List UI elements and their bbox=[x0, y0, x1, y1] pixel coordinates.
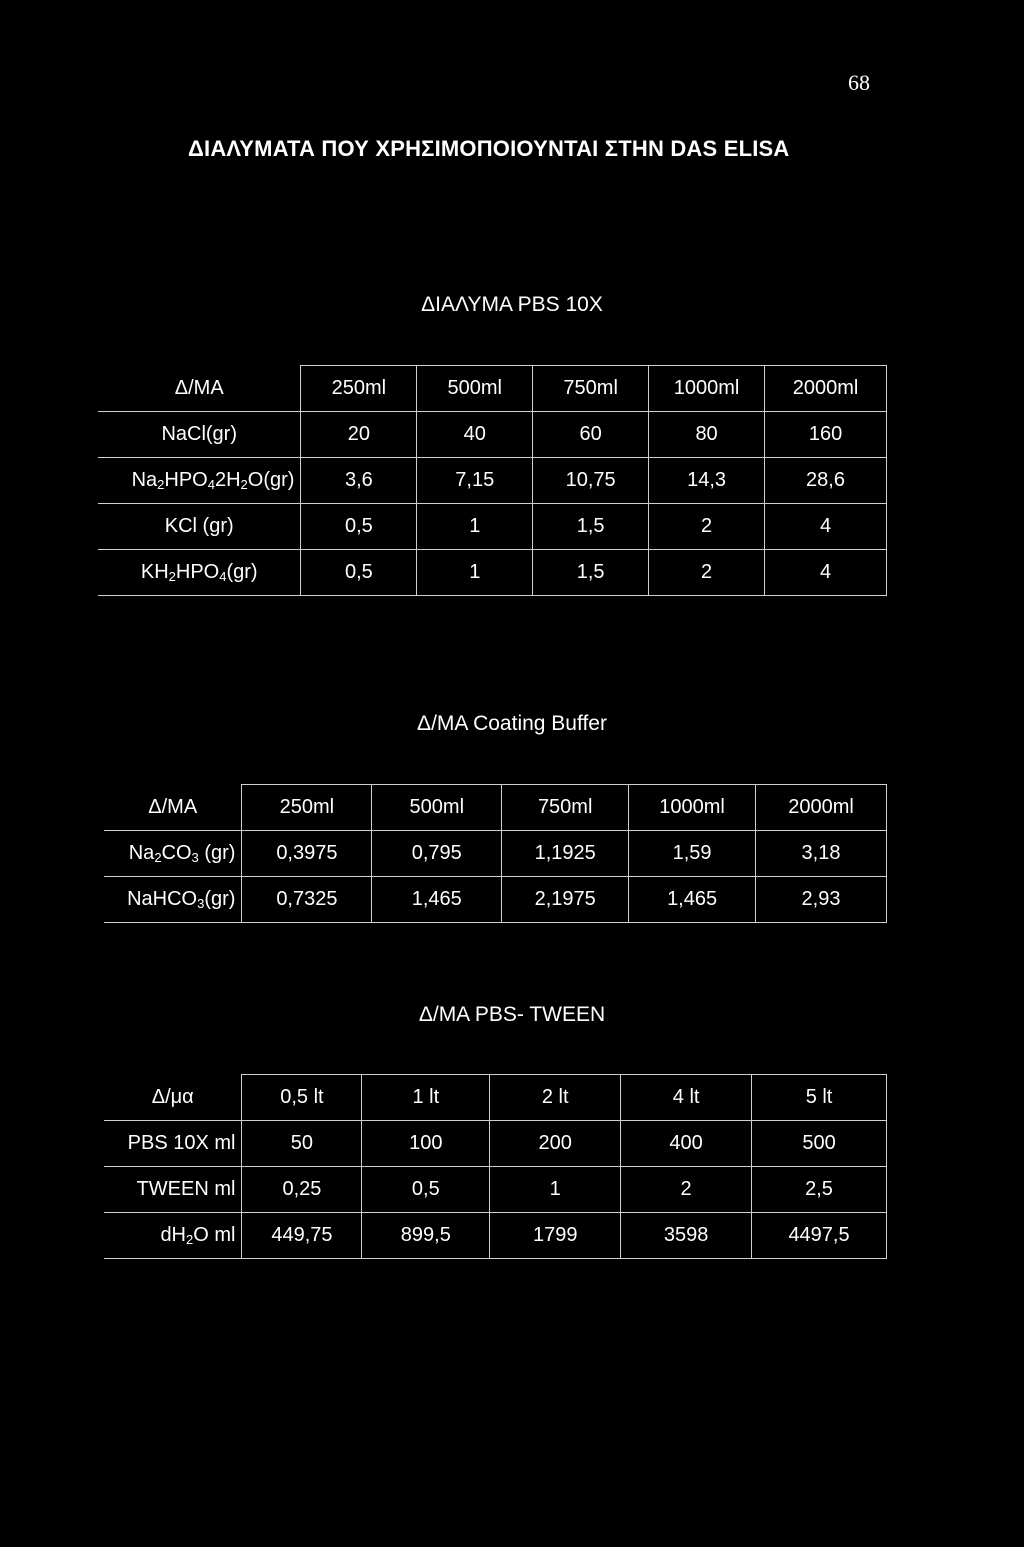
row-label-tween: TWEEN ml bbox=[104, 1167, 242, 1213]
table-header-cell: 4 lt bbox=[621, 1075, 752, 1121]
table-cell: 1,1925 bbox=[502, 831, 629, 877]
table-row bbox=[98, 504, 887, 550]
table-cell: 1 bbox=[490, 1167, 621, 1213]
table-cell: 2,1975 bbox=[502, 877, 629, 923]
table-header-cell: 5 lt bbox=[752, 1075, 887, 1121]
table-row bbox=[104, 1121, 887, 1167]
table-row bbox=[104, 877, 887, 923]
table-cell: 0,7325 bbox=[242, 877, 372, 923]
page-number: 68 bbox=[848, 70, 870, 95]
table-cell: 2 bbox=[649, 550, 765, 596]
table-cell: 1,465 bbox=[372, 877, 502, 923]
table-cell: 449,75 bbox=[242, 1213, 362, 1259]
table-cell: 20 bbox=[301, 412, 417, 458]
table-header-cell: 750ml bbox=[502, 785, 629, 831]
table-header-row bbox=[104, 785, 887, 831]
table-header-cell: Δ/ΜΑ bbox=[104, 785, 242, 831]
table-cell: 1 bbox=[417, 504, 533, 550]
table-row bbox=[98, 458, 887, 504]
table-cell: 0,25 bbox=[242, 1167, 362, 1213]
page-title: ΔΙΑΛΥΜΑΤΑ ΠΟΥ ΧΡΗΣΙΜΟΠΟΙΟΥΝΤΑΙ ΣΤΗΝ DAS ELISA bbox=[188, 136, 790, 161]
table-cell: 1,5 bbox=[533, 504, 649, 550]
table-header-cell: 1 lt bbox=[362, 1075, 490, 1121]
table-cell: 4 bbox=[765, 504, 887, 550]
table-cell: 160 bbox=[765, 412, 887, 458]
table-header-cell: 750ml bbox=[533, 366, 649, 412]
table-cell: 3,18 bbox=[756, 831, 887, 877]
table-header-row bbox=[98, 366, 887, 412]
table-cell: 0,5 bbox=[362, 1167, 490, 1213]
table-cell: 0,5 bbox=[301, 504, 417, 550]
table-header-cell: 250ml bbox=[301, 366, 417, 412]
table-row bbox=[104, 1213, 887, 1259]
table-header-cell: 1000ml bbox=[629, 785, 756, 831]
row-label-kh2hpo4: $KH_2HPO_4(gr)$ bbox=[98, 550, 301, 596]
pbs-section-title: ΔΙΑΛΥΜΑ PBS 10X bbox=[421, 293, 603, 316]
row-label-pbs-10x: PBS 10X ml bbox=[104, 1121, 242, 1167]
table-row bbox=[98, 550, 887, 596]
table-cell: 2 bbox=[649, 504, 765, 550]
table-header-cell: 0,5 lt bbox=[242, 1075, 362, 1121]
table-cell: 40 bbox=[417, 412, 533, 458]
table-cell: 60 bbox=[533, 412, 649, 458]
table-header-cell: Δ/μα bbox=[104, 1075, 242, 1121]
table-row bbox=[104, 831, 887, 877]
table-cell: 14,3 bbox=[649, 458, 765, 504]
table-header-cell: 2000ml bbox=[765, 366, 887, 412]
table-header-cell: 2000ml bbox=[756, 785, 887, 831]
table-header-cell: 2 lt bbox=[490, 1075, 621, 1121]
table-header-cell: 250ml bbox=[242, 785, 372, 831]
coating-section-title: Δ/ΜΑ Coating Buffer bbox=[417, 712, 607, 735]
table-cell: 3598 bbox=[621, 1213, 752, 1259]
table-cell: 1,465 bbox=[629, 877, 756, 923]
table-header-cell: 500ml bbox=[417, 366, 533, 412]
table-cell: 2,5 bbox=[752, 1167, 887, 1213]
row-label-dh2o: $dH_2O$ ml bbox=[104, 1213, 242, 1259]
row-label-na2hpo4: $Na_2HPO_42H_2O(gr)$ bbox=[98, 458, 301, 504]
row-label-nacl: NaCl(gr) bbox=[98, 412, 301, 458]
table-header-row bbox=[104, 1075, 887, 1121]
row-label-nahco3: NaHCO$_3$(gr) bbox=[104, 877, 242, 923]
table-cell: 0,795 bbox=[372, 831, 502, 877]
table-cell: 7,15 bbox=[417, 458, 533, 504]
table-cell: 899,5 bbox=[362, 1213, 490, 1259]
table-cell: 400 bbox=[621, 1121, 752, 1167]
table-cell: 50 bbox=[242, 1121, 362, 1167]
table-cell: 80 bbox=[649, 412, 765, 458]
table-cell: 0,3975 bbox=[242, 831, 372, 877]
table-cell: 28,6 bbox=[765, 458, 887, 504]
table-cell: 2,93 bbox=[756, 877, 887, 923]
table-cell: 1 bbox=[417, 550, 533, 596]
table-cell: 100 bbox=[362, 1121, 490, 1167]
coating-buffer-table bbox=[104, 784, 887, 923]
table-cell: 2 bbox=[621, 1167, 752, 1213]
table-cell: 1,5 bbox=[533, 550, 649, 596]
row-label-na2co3: $Na_2CO_3$ (gr) bbox=[104, 831, 242, 877]
table-cell: 10,75 bbox=[533, 458, 649, 504]
table-row bbox=[104, 1167, 887, 1213]
table-cell: 0,5 bbox=[301, 550, 417, 596]
table-header-cell: Δ/ΜΑ bbox=[98, 366, 301, 412]
row-label-kcl: KCl (gr) bbox=[98, 504, 301, 550]
table-header-cell: 500ml bbox=[372, 785, 502, 831]
table-cell: 1,59 bbox=[629, 831, 756, 877]
table-cell: 1799 bbox=[490, 1213, 621, 1259]
table-header-cell: 1000ml bbox=[649, 366, 765, 412]
table-cell: 4497,5 bbox=[752, 1213, 887, 1259]
pbs-table bbox=[98, 365, 887, 596]
tween-section-title: Δ/ΜΑ PBS- TWEEN bbox=[418, 1003, 606, 1026]
table-cell: 4 bbox=[765, 550, 887, 596]
table-cell: 500 bbox=[752, 1121, 887, 1167]
table-cell: 3,6 bbox=[301, 458, 417, 504]
table-row bbox=[98, 412, 887, 458]
pbs-tween-table bbox=[104, 1074, 887, 1259]
table-cell: 200 bbox=[490, 1121, 621, 1167]
